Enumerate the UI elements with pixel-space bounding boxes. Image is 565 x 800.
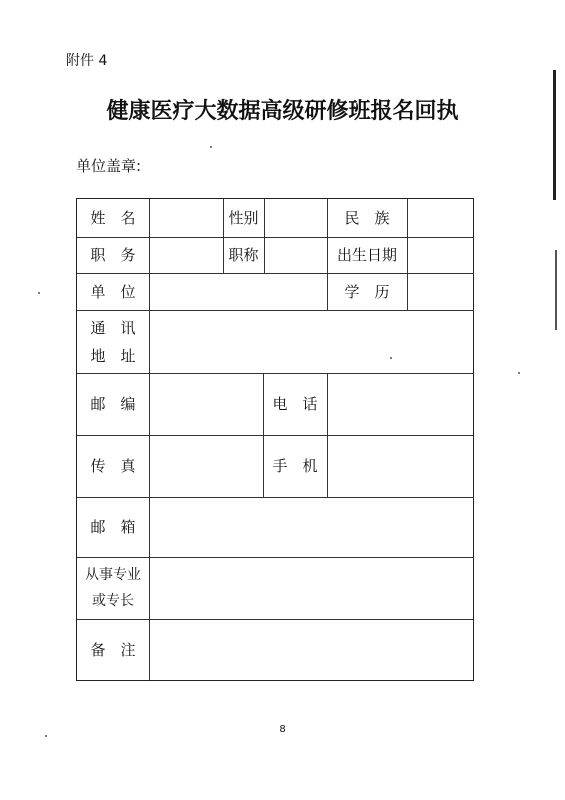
scan-speck bbox=[390, 357, 392, 359]
address-field[interactable] bbox=[150, 311, 474, 372]
email-field[interactable] bbox=[150, 498, 474, 556]
scan-speck bbox=[45, 735, 47, 737]
position-field[interactable] bbox=[150, 238, 222, 272]
name-label: 姓 名 bbox=[90, 209, 136, 227]
page-number: 8 bbox=[279, 724, 286, 735]
name-field[interactable] bbox=[150, 200, 222, 236]
address-label bbox=[77, 310, 149, 373]
mobile-label: 手 机 bbox=[272, 457, 318, 475]
scan-edge-mark-2 bbox=[555, 250, 557, 330]
gender-field[interactable] bbox=[265, 200, 326, 236]
education-field[interactable] bbox=[408, 274, 474, 309]
birthdate-field[interactable] bbox=[408, 238, 474, 272]
fax-field[interactable] bbox=[150, 436, 262, 496]
remarks-field[interactable] bbox=[150, 620, 474, 680]
page-title: 健康医疗大数据高级研修班报名回执 bbox=[106, 98, 459, 124]
scan-speck bbox=[38, 292, 40, 294]
unit-field[interactable] bbox=[150, 274, 326, 309]
gender-label: 性别 bbox=[228, 209, 259, 227]
title-rank-label: 职称 bbox=[228, 246, 259, 264]
address-label-line2: 地 址 bbox=[90, 346, 136, 365]
fax-label: 传 真 bbox=[90, 457, 136, 475]
unit-label: 单 位 bbox=[90, 282, 136, 301]
remarks-label: 备 注 bbox=[90, 641, 136, 659]
ethnicity-field[interactable] bbox=[408, 200, 474, 236]
specialty-label-line2: 或专长 bbox=[92, 593, 134, 609]
scan-speck bbox=[210, 146, 212, 148]
position-label: 职 务 bbox=[90, 246, 136, 264]
registration-form-table bbox=[76, 198, 474, 681]
email-label: 邮 箱 bbox=[90, 518, 136, 536]
postcode-label: 邮 编 bbox=[90, 395, 136, 413]
attachment-label: 附件 4 bbox=[66, 53, 108, 69]
phone-label: 电 话 bbox=[272, 395, 318, 413]
specialty-label-line1: 从事专业 bbox=[85, 567, 141, 583]
birthdate-label: 出生日期 bbox=[336, 246, 397, 264]
phone-field[interactable] bbox=[328, 374, 474, 434]
scan-edge-mark bbox=[553, 70, 556, 200]
address-label-line1: 通 讯 bbox=[90, 318, 136, 337]
specialty-label bbox=[77, 557, 149, 619]
scan-speck bbox=[518, 372, 520, 374]
education-label: 学 历 bbox=[344, 282, 390, 301]
mobile-field[interactable] bbox=[328, 436, 474, 496]
unit-seal-label: 单位盖章: bbox=[76, 157, 142, 175]
postcode-field[interactable] bbox=[150, 374, 262, 434]
specialty-field[interactable] bbox=[150, 558, 474, 618]
ethnicity-label: 民 族 bbox=[344, 209, 390, 227]
title-rank-field[interactable] bbox=[265, 238, 326, 272]
